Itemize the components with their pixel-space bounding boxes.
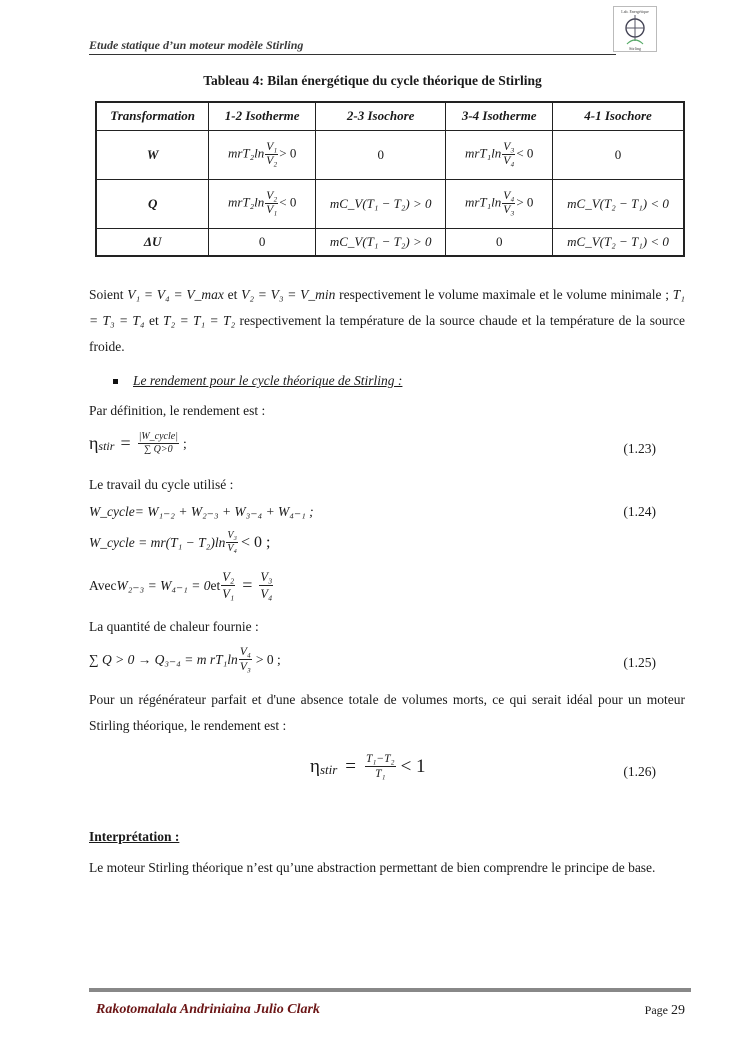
logo-line-2: Stirling bbox=[628, 46, 642, 51]
cell-w-23: 0 bbox=[315, 130, 445, 179]
row-label-w: W bbox=[96, 130, 209, 179]
header-isotherme-12: 1-2 Isotherme bbox=[209, 102, 316, 130]
cell-w-12: mrT₂ln $\frac{\text{V₁}}{\text{V₂}}$ > 0 bbox=[209, 130, 316, 179]
cell-w-41: 0 bbox=[553, 130, 684, 179]
equation-number-1-23: (1.23) bbox=[623, 441, 656, 456]
table-row-work bbox=[96, 130, 684, 179]
equation-1-25: ∑ Q > 0 → Q₃₋₄ = m rT₁ln $\frac{\text{V₄}}{\text{V₃}}$ > 0 ; bbox=[89, 646, 281, 673]
header-isochore-41: 4-1 Isochore bbox=[553, 102, 684, 130]
running-header-title: Etude statique d’un moteur modèle Stirling bbox=[89, 38, 304, 52]
footer-rule bbox=[89, 988, 691, 992]
equation-1-26: η stir = $\frac{\text{T₁−T₂}}{\text{T₁}}$ < 1 bbox=[310, 753, 426, 780]
row-label-q: Q bbox=[96, 179, 209, 228]
cell-u-41: mC_V(T₂ − T₁) < 0 bbox=[553, 228, 684, 256]
cell-q-41: mC_V(T₂ − T₁) < 0 bbox=[553, 179, 684, 228]
equation-number-1-26: (1.26) bbox=[623, 764, 656, 779]
header-isotherme-34: 3-4 Isotherme bbox=[446, 102, 553, 130]
table-row-heat bbox=[96, 179, 684, 228]
cell-u-34: 0 bbox=[446, 228, 553, 256]
university-logo bbox=[613, 6, 657, 52]
energy-balance-table bbox=[95, 101, 685, 257]
bullet-square-icon bbox=[113, 379, 118, 384]
definitions-paragraph: Soient V₁ = V₄ = V_max et V₂ = V₃ = V_min respectivement le volume maximale et le volume minimale ; T₁ = T₃ = T₄ et T₂ = T₁ = T₂ respectivement la température de la source chaude et la température de la source froide. bbox=[89, 287, 686, 354]
section-bullet-rendement: Le rendement pour le cycle théorique de Stirling : bbox=[133, 373, 403, 388]
definition-line: Par définition, le rendement est : bbox=[89, 403, 266, 418]
equation-number-1-25: (1.25) bbox=[623, 655, 656, 670]
row-label-du: ΔU bbox=[96, 228, 209, 256]
chaleur-line: La quantité de chaleur fournie : bbox=[89, 619, 259, 634]
cell-q-34: mrT₁ln $\frac{\text{V₄}}{\text{V₃}}$ > 0 bbox=[446, 179, 553, 228]
cell-u-23: mC_V(T₁ − T₂) > 0 bbox=[315, 228, 445, 256]
table-caption: Tableau 4: Bilan énergétique du cycle théorique de Stirling bbox=[203, 73, 542, 88]
regenerator-paragraph: Pour un régénérateur parfait et d'une absence totale de volumes morts, ce qui serait idéal pour un moteur Stirling théorique, le rendement est : bbox=[89, 692, 685, 733]
equation-w-cycle: W_cycle = mr(T₁ − T₂)ln $\frac{\text{V₃}}{\text{V₄}}$ < 0 ; bbox=[89, 530, 271, 554]
equation-number-1-24: (1.24) bbox=[623, 504, 656, 519]
cell-q-23: mC_V(T₁ − T₂) > 0 bbox=[315, 179, 445, 228]
equation-1-24: W_cycle= W₁₋₂ + W₂₋₃ + W₃₋₄ + W₄₋₁ ; bbox=[89, 504, 314, 519]
cell-q-12: mrT₂ln $\frac{\text{V₂}}{\text{V₁}}$ < 0 bbox=[209, 179, 316, 228]
travail-line: Le travail du cycle utilisé : bbox=[89, 477, 234, 492]
equation-1-23: η stir = $\frac{\text{|W\_cycle|}}{\sum Q>0}$ ; bbox=[89, 431, 187, 455]
header-isochore-23: 2-3 Isochore bbox=[315, 102, 445, 130]
table-row-internal-energy bbox=[96, 228, 684, 256]
footer-author: Rakotomalala Andriniaina Julio Clark bbox=[96, 1002, 320, 1017]
logo-line-1: Lab. Energétique bbox=[621, 9, 649, 14]
header-transformation: Transformation bbox=[96, 102, 209, 130]
avec-line: Avec W₂₋₃ = W₄₋₁ = 0 et $\frac{\text{V₂}}{\text{V₁}}$ = $\frac{\text{V₃}}{\text{V₄}}$ bbox=[89, 570, 273, 601]
page-number: 29 bbox=[671, 1003, 685, 1018]
interpretation-heading: Interprétation : bbox=[89, 829, 180, 844]
footer-page-number: Page 29 bbox=[644, 1003, 685, 1018]
table-header-row bbox=[96, 102, 684, 130]
cell-u-12: 0 bbox=[209, 228, 316, 256]
interpretation-paragraph: Le moteur Stirling théorique n’est qu’une abstraction permettant de bien comprendre le principe de base. bbox=[89, 860, 656, 875]
header-rule bbox=[89, 54, 616, 55]
cell-w-34: mrT₁ln $\frac{\text{V₃}}{\text{V₄}}$ < 0 bbox=[446, 130, 553, 179]
